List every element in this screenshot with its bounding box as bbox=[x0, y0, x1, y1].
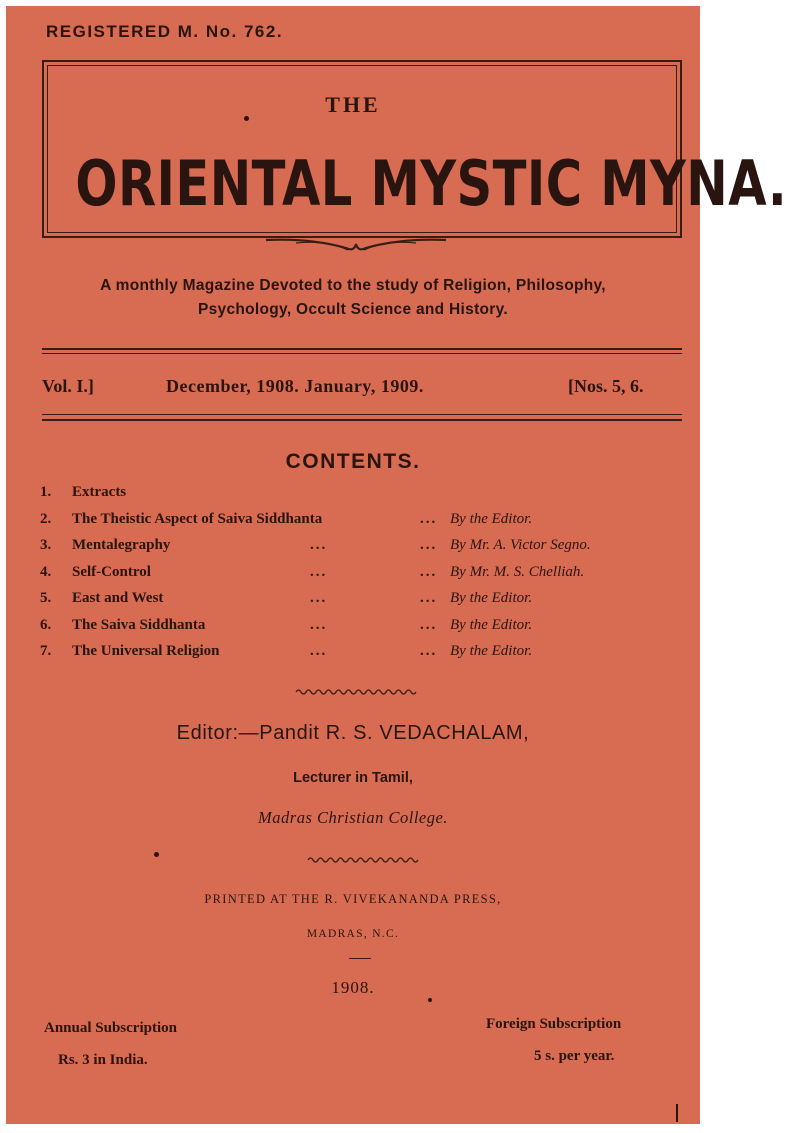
small-dash bbox=[349, 958, 371, 959]
item-title: The Saiva Siddhanta bbox=[72, 616, 206, 633]
ink-spot bbox=[428, 998, 432, 1002]
wavy-divider-icon bbox=[308, 856, 428, 864]
publication-year: 1908. bbox=[331, 978, 375, 997]
editor-college: Madras Christian College. bbox=[258, 808, 448, 827]
item-number: 5. bbox=[40, 590, 52, 606]
printer-city: MADRAS, N.C. bbox=[306, 928, 400, 940]
item-leader: ... bbox=[420, 537, 438, 553]
magazine-cover bbox=[6, 6, 787, 1124]
item-leader: ... bbox=[420, 563, 438, 580]
foreign-subscription-value: 5 s. per year. bbox=[534, 1048, 615, 1064]
item-author: By the Editor. bbox=[450, 616, 533, 633]
item-number: 4. bbox=[40, 563, 52, 580]
contents-item bbox=[40, 564, 680, 591]
item-leader: ... bbox=[310, 616, 328, 633]
volume-label: Vol. I.] bbox=[42, 376, 94, 396]
description-line-1: A monthly Magazine Devoted to the study of Religion, Philosophy, bbox=[100, 277, 606, 294]
item-title: The Theistic Aspect of Saiva Siddhanta bbox=[72, 510, 323, 527]
item-number: 7. bbox=[40, 643, 52, 659]
divider-bottom-thin bbox=[42, 414, 682, 415]
issue-date: December, 1908. January, 1909. bbox=[166, 376, 424, 396]
item-leader: ... bbox=[420, 616, 438, 633]
magazine-description bbox=[6, 274, 700, 322]
item-leader: ... bbox=[310, 590, 328, 606]
item-author: By Mr. A. Victor Segno. bbox=[450, 537, 591, 553]
item-number: 2. bbox=[40, 510, 52, 527]
item-author: By the Editor. bbox=[450, 590, 533, 606]
editor-line: Editor:—Pandit R. S. VEDACHALAM, bbox=[176, 722, 530, 744]
divider-top-thin bbox=[42, 353, 682, 354]
item-leader: ... bbox=[310, 643, 328, 659]
item-title: East and West bbox=[72, 590, 164, 606]
item-leader: ... bbox=[420, 643, 438, 659]
item-number: 1. bbox=[40, 484, 52, 500]
contents-item bbox=[40, 590, 680, 617]
ink-spot bbox=[154, 852, 159, 857]
annual-subscription-value: Rs. 3 in India. bbox=[58, 1052, 148, 1068]
item-leader: ... bbox=[310, 563, 328, 580]
divider-bottom bbox=[42, 419, 682, 421]
registration-number: REGISTERED M. No. 762. bbox=[46, 22, 284, 41]
ink-spot bbox=[244, 116, 249, 121]
item-author: By the Editor. bbox=[450, 510, 533, 527]
item-number: 3. bbox=[40, 537, 52, 553]
contents-item bbox=[40, 643, 680, 670]
printer-line: PRINTED AT THE R. VIVEKANANDA PRESS, bbox=[204, 892, 502, 906]
contents-item bbox=[40, 484, 680, 511]
contents-item bbox=[40, 511, 680, 538]
contents-item bbox=[40, 537, 680, 564]
item-number: 6. bbox=[40, 616, 52, 633]
editor-position: Lecturer in Tamil, bbox=[293, 770, 413, 786]
issue-numbers: [Nos. 5, 6. bbox=[568, 376, 644, 396]
item-title: Self-Control bbox=[72, 563, 151, 580]
masthead-article: THE bbox=[325, 92, 381, 117]
masthead-title: ORIENTAL MYSTIC MYNA. bbox=[75, 147, 787, 220]
divider-top bbox=[42, 348, 682, 350]
item-title: Mentalegraphy bbox=[72, 537, 171, 553]
item-leader: ... bbox=[420, 590, 438, 606]
item-author: By Mr. M. S. Chelliah. bbox=[450, 563, 585, 580]
contents-list bbox=[40, 484, 680, 670]
item-title: The Universal Religion bbox=[72, 643, 220, 659]
item-leader: ... bbox=[420, 510, 438, 527]
ornament-flourish-icon bbox=[256, 234, 456, 256]
wavy-divider-icon bbox=[296, 688, 416, 696]
item-author: By the Editor. bbox=[450, 643, 533, 659]
annual-subscription-label: Annual Subscription bbox=[44, 1020, 177, 1036]
contents-item bbox=[40, 617, 680, 644]
item-leader: ... bbox=[310, 537, 328, 553]
item-title: Extracts bbox=[72, 484, 127, 500]
contents-heading: CONTENTS. bbox=[285, 450, 421, 473]
ink-mark bbox=[676, 1104, 678, 1122]
description-line-2: Psychology, Occult Science and History. bbox=[197, 301, 509, 318]
foreign-subscription-label: Foreign Subscription bbox=[486, 1016, 622, 1032]
